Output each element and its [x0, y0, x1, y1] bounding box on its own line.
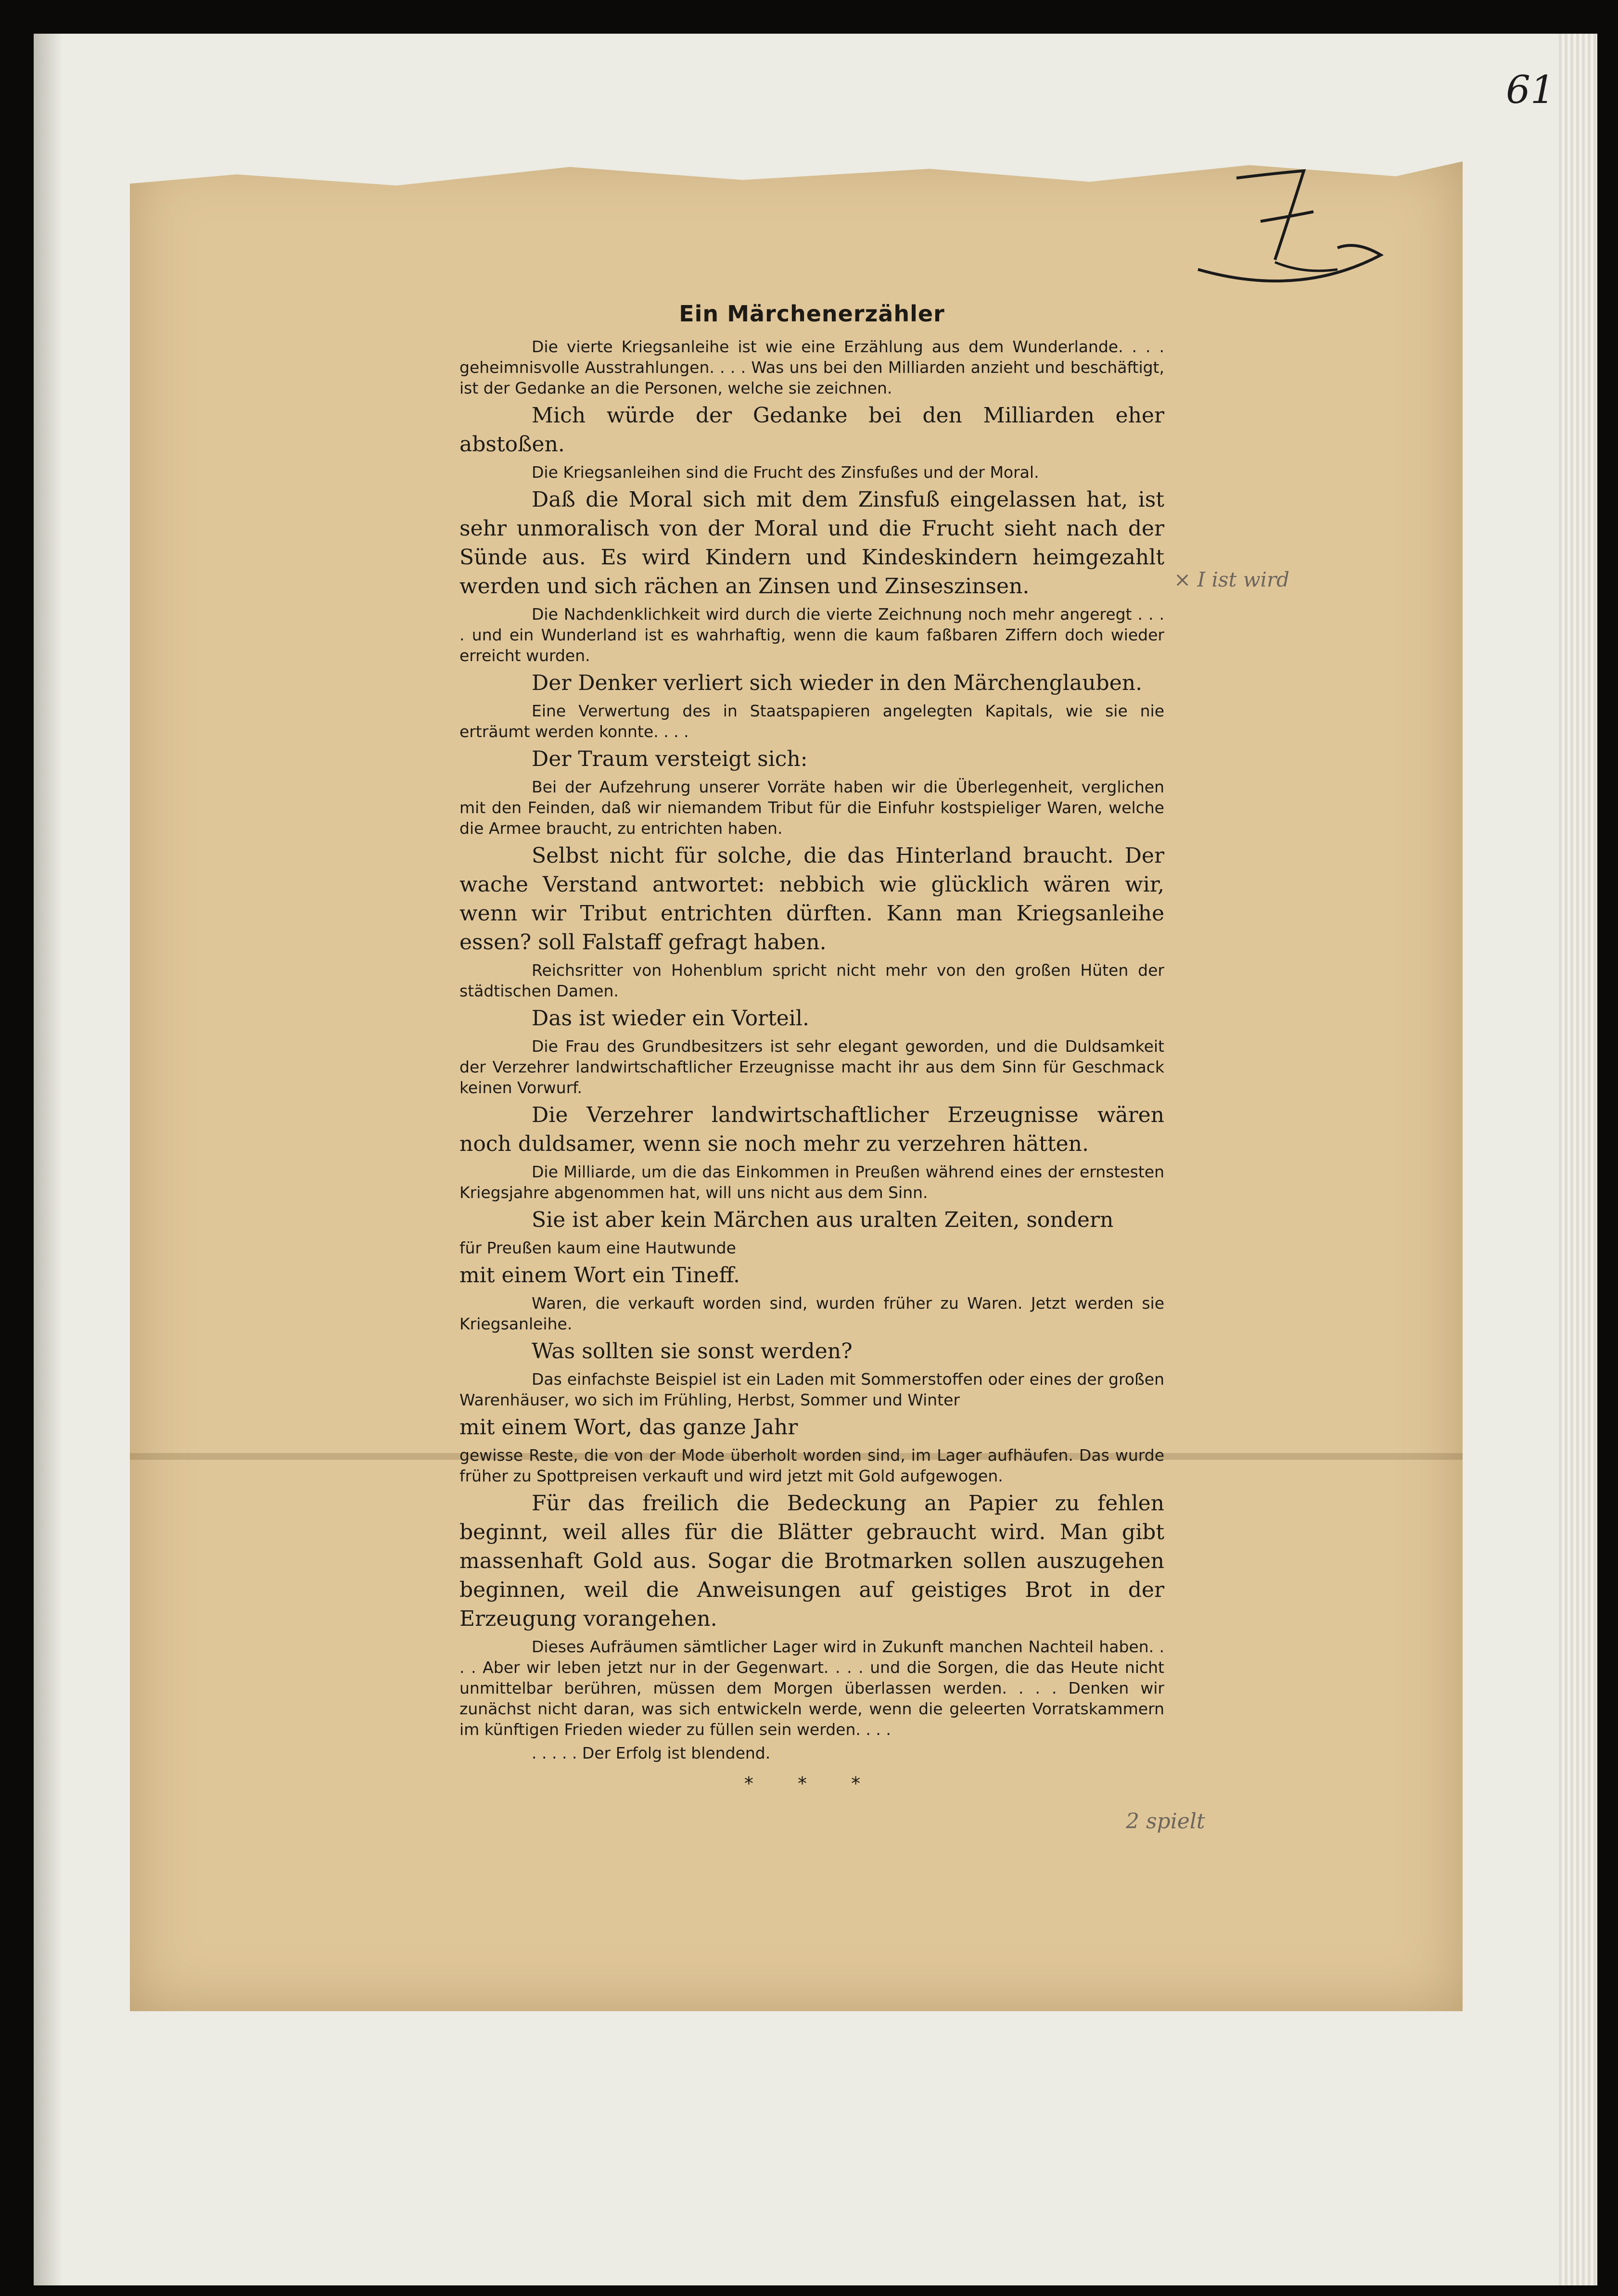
article-paragraph: Was sollten sie sonst werden?: [532, 1339, 853, 1364]
article-paragraph: Der Denker verliert sich wieder in den Märchenglauben.: [532, 671, 1143, 695]
article-paragraph: Die Verzehrer landwirtschaftlicher Erzeugnisse wären noch duldsamer, wenn sie noch mehr zu verzehren hätten.: [459, 1103, 1164, 1156]
article-paragraph: Dieses Aufräumen sämtlicher Lager wird in Zukunft manchen Nachteil haben. . . . Aber wir leben jetzt nur in der Gegenwart. . . . und die Sorgen, die das Heute nicht unmittelbar berühren, müssen dem Morgen überlassen werden. . . . Denken wir zunächst nicht daran, was sich entwickeln werde, wenn die geleerten Vorratskammern im künftigen Frieden wieder zu füllen sein werden. . . .: [459, 1637, 1164, 1739]
article-paragraph: Das ist wieder ein Vorteil.: [532, 1006, 809, 1031]
article-paragraph: Die Frau des Grundbesitzers ist sehr elegant geworden, und die Duldsamkeit der Verzehrer landwirtschaftlicher Erzeugnisse macht ihr aus dem Sinn für Geschmack keinen Vorwurf.: [459, 1037, 1164, 1097]
page-edges: [1559, 34, 1597, 2285]
article-paragraph: Eine Verwertung des in Staatspapieren angelegten Kapitals, wie sie nie erträumt werden konnte. . . .: [459, 702, 1164, 741]
binding-shadow: [34, 34, 63, 2285]
article-paragraph: mit einem Wort, das ganze Jahr: [459, 1415, 798, 1440]
article-paragraph: Für das freilich die Bedeckung an Papier zu fehlen beginnt, weil alles für die Blätter gebraucht wird. Man gibt massenhaft Gold aus. Sogar die Brotmarken sollen auszugehen beginnen, weil die Anweisungen auf geistiges Brot in der Erzeugung vorangehen.: [459, 1491, 1164, 1631]
article-paragraph: Daß die Moral sich mit dem Zinsfuß eingelassen hat, ist sehr unmoralisch von der Moral und die Frucht sieht nach der Sünde aus. Es wird Kindern und Kindeskindern heimgezahlt werden und sich rächen an Zinsen und Zinseszinsen.: [459, 487, 1164, 599]
article-paragraph: Bei der Aufzehrung unserer Vorräte haben wir die Überlegenheit, verglichen mit den Feinden, daß wir niemandem Tribut für die Einfuhr kostspieliger Waren, welche die Armee braucht, zu entrichten haben.: [459, 778, 1164, 838]
article-paragraph: Reichsritter von Hohenblum spricht nicht mehr von den großen Hüten der städtischen Damen.: [459, 961, 1164, 1000]
article-paragraph: gewisse Reste, die von der Mode überholt worden sind, im Lager aufhäufen. Das wurde früher zu Spottpreisen verkauft und wird jetzt mit Gold aufgewogen.: [459, 1446, 1164, 1485]
article-paragraph: Die Milliarde, um die das Einkommen in Preußen während eines der ernstesten Kriegsjahre abgenommen hat, will uns nicht aus dem Sinn.: [459, 1162, 1164, 1202]
article-paragraph: Die vierte Kriegsanleihe ist wie eine Erzählung aus dem Wunderlande. . . . geheimnisvolle Ausstrahlungen. . . . Was uns bei den Milliarden anzieht und beschäftigt, ist der Gedanke an die Personen, welche sie zeichnen.: [459, 337, 1164, 397]
folio-number: 61: [1506, 67, 1555, 112]
margin-note: 2 spielt: [1126, 1809, 1205, 1834]
article-paragraph: Der Traum versteigt sich:: [532, 747, 808, 771]
article-paragraph: Das einfachste Beispiel ist ein Laden mit Sommerstoffen oder eines der großen Warenhäuser, wo sich im Frühling, Herbst, Sommer und Winter: [459, 1370, 1164, 1409]
article-body: [459, 336, 1164, 1763]
article: [459, 301, 1164, 1794]
closing-asterisms: * * *: [744, 1773, 880, 1794]
article-paragraph: . . . . . Der Erfolg ist blendend.: [532, 1744, 771, 1762]
article-paragraph: Mich würde der Gedanke bei den Milliarden eher abstoßen.: [459, 403, 1164, 457]
article-paragraph: Selbst nicht für solche, die das Hinterland braucht. Der wache Verstand antwortet: nebbich wie glücklich wären wir, wenn wir Tribut entrichten dürften. Kann man Kriegsanleihe essen? soll Falstaff gefragt haben.: [459, 843, 1164, 955]
handwritten-clip-number: [1179, 159, 1410, 303]
article-paragraph: mit einem Wort ein Tineff.: [459, 1263, 740, 1288]
article-paragraph: für Preußen kaum eine Hautwunde: [459, 1238, 736, 1257]
margin-note: × I ist wird: [1174, 568, 1290, 591]
article-paragraph: Die Nachdenklichkeit wird durch die vierte Zeichnung noch mehr angeregt . . . . und ein Wunderland ist es wahrhaftig, wenn die kaum faßbaren Ziffern doch wieder erreicht wurden.: [459, 605, 1164, 665]
article-paragraph: Die Kriegsanleihen sind die Frucht des Zinsfußes und der Moral.: [532, 463, 1039, 482]
article-paragraph: Waren, die verkauft worden sind, wurden früher zu Waren. Jetzt werden sie Kriegsanleihe.: [459, 1294, 1164, 1333]
article-title: Ein Märchenerzähler: [679, 301, 945, 327]
article-paragraph: Sie ist aber kein Märchen aus uralten Zeiten, sondern: [532, 1208, 1114, 1232]
